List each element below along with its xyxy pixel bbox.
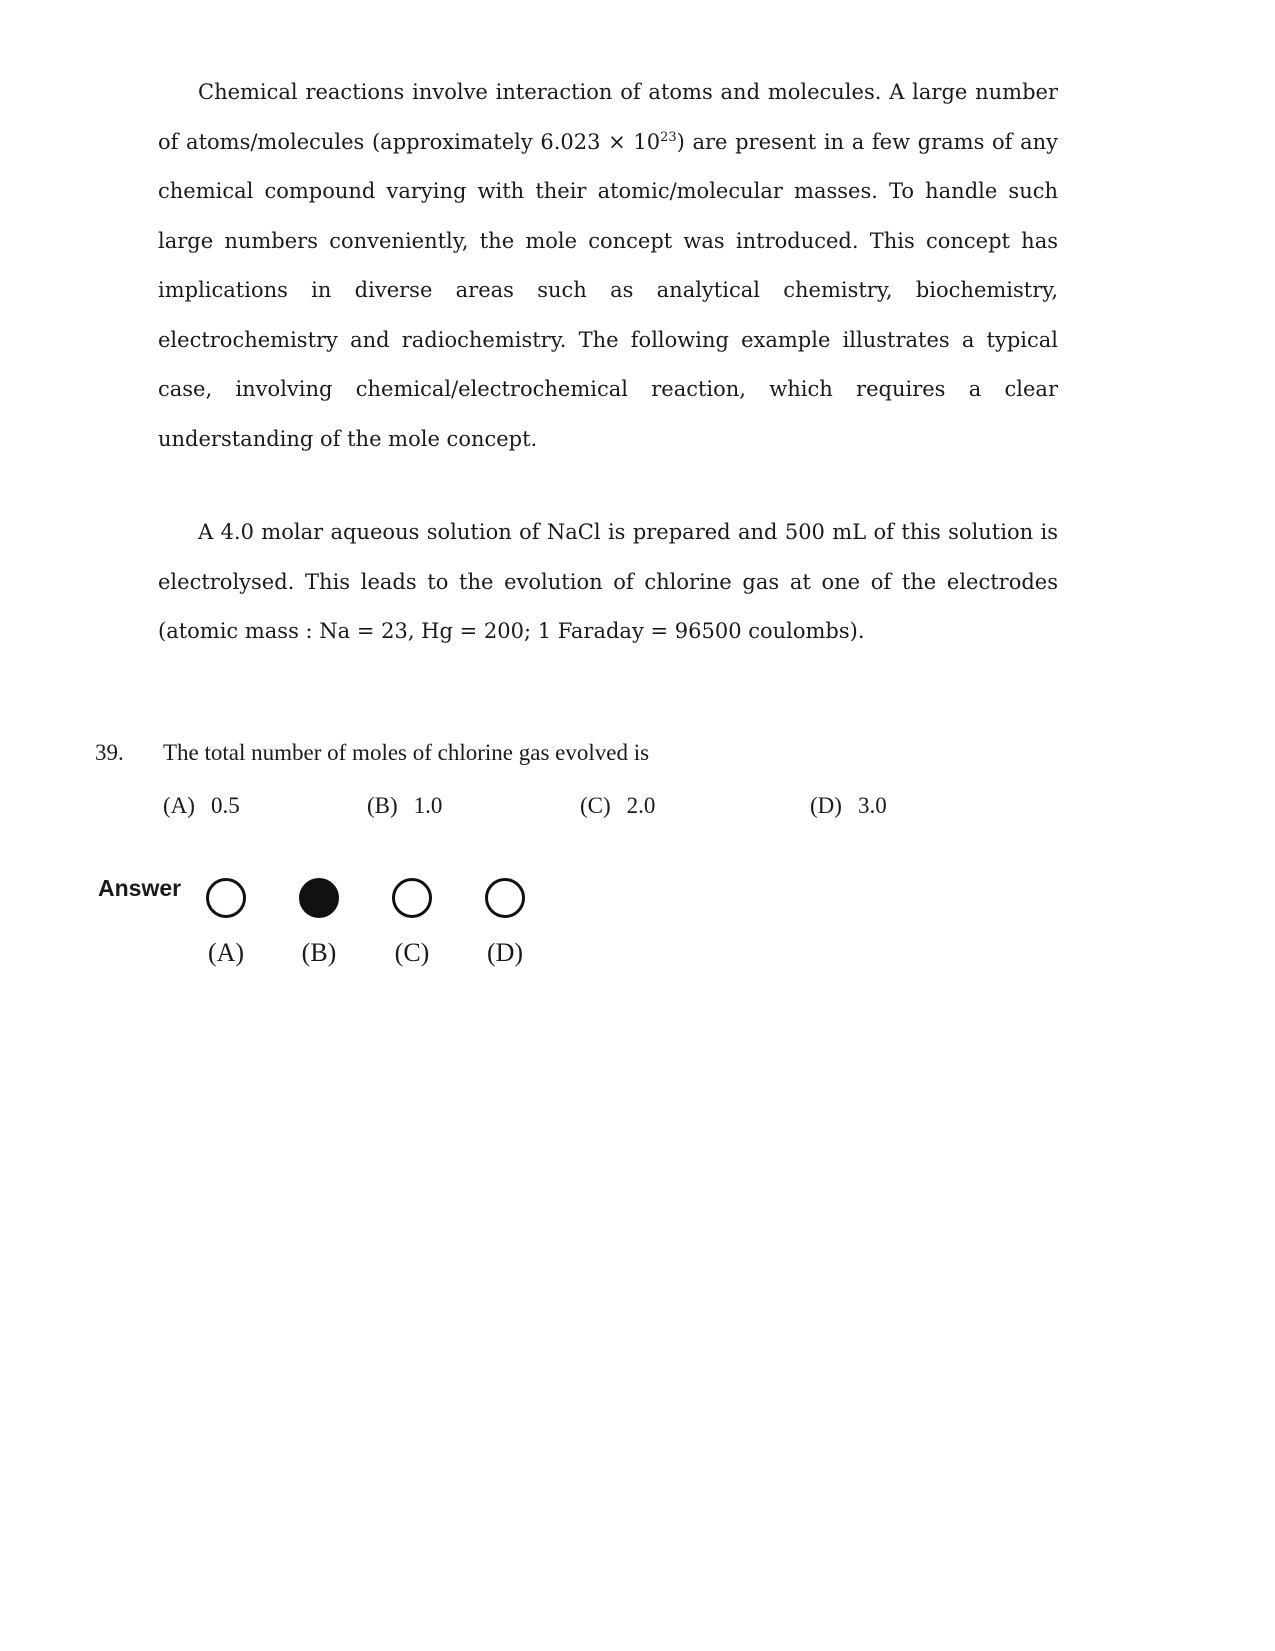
passage-paragraph-2: A 4.0 molar aqueous solution of NaCl is prepared and 500 mL of this solution is electrolysed. This leads to the evolution of chlorine gas at one of the electrodes (atomic mass : Na = 23, Hg = 200; 1 Faraday = 96500 coulombs). xyxy=(158,520,1058,643)
answer-bubble-c[interactable] xyxy=(392,878,432,918)
option-d-value: 3.0 xyxy=(857,793,887,818)
option-b-value: 1.0 xyxy=(413,793,443,818)
option-a-label: (A) xyxy=(163,793,195,818)
answer-choice-c-label: (C) xyxy=(394,938,430,967)
answer-label: Answer xyxy=(98,875,182,901)
option-b-label: (B) xyxy=(367,793,398,818)
answer-bubble-b[interactable] xyxy=(299,878,339,918)
passage-p1-text-start: Chemical reactions involve interaction of atoms and molecules. A large number of atoms/molecules (approximately 6.023 × 10 xyxy=(158,80,1058,154)
question-number: 39. xyxy=(95,740,124,765)
option-a-value: 0.5 xyxy=(210,793,240,818)
option-c-label: (C) xyxy=(580,793,611,818)
option-c xyxy=(580,793,655,819)
option-d-label: (D) xyxy=(810,793,842,818)
option-a xyxy=(163,793,240,819)
answer-choice-d-label: (D) xyxy=(486,938,524,967)
exponent: 23 xyxy=(660,129,677,145)
answer-bubble-a[interactable] xyxy=(206,878,246,918)
answer-choice-a-label: (A) xyxy=(207,938,245,967)
passage-paragraph-1 xyxy=(158,68,1058,464)
option-c-value: 2.0 xyxy=(626,793,656,818)
answer-bubble-d[interactable] xyxy=(485,878,525,918)
answer-choice-b-label: (B) xyxy=(301,938,337,967)
passage-p1-text-end: ) are present in a few grams of any chemical compound varying with their atomic/molecular masses. To handle such large numbers conveniently, the mole concept was introduced. This concept has implications in diverse areas such as analytical chemistry, biochemistry, electrochemistry and radiochemistry. The following example illustrates a typical case, involving chemical/electrochemical reaction, which requires a clear understanding of the mole concept. xyxy=(158,129,1058,451)
option-b xyxy=(367,793,442,819)
option-d xyxy=(810,793,887,819)
question-text: The total number of moles of chlorine gas evolved is xyxy=(163,740,650,765)
